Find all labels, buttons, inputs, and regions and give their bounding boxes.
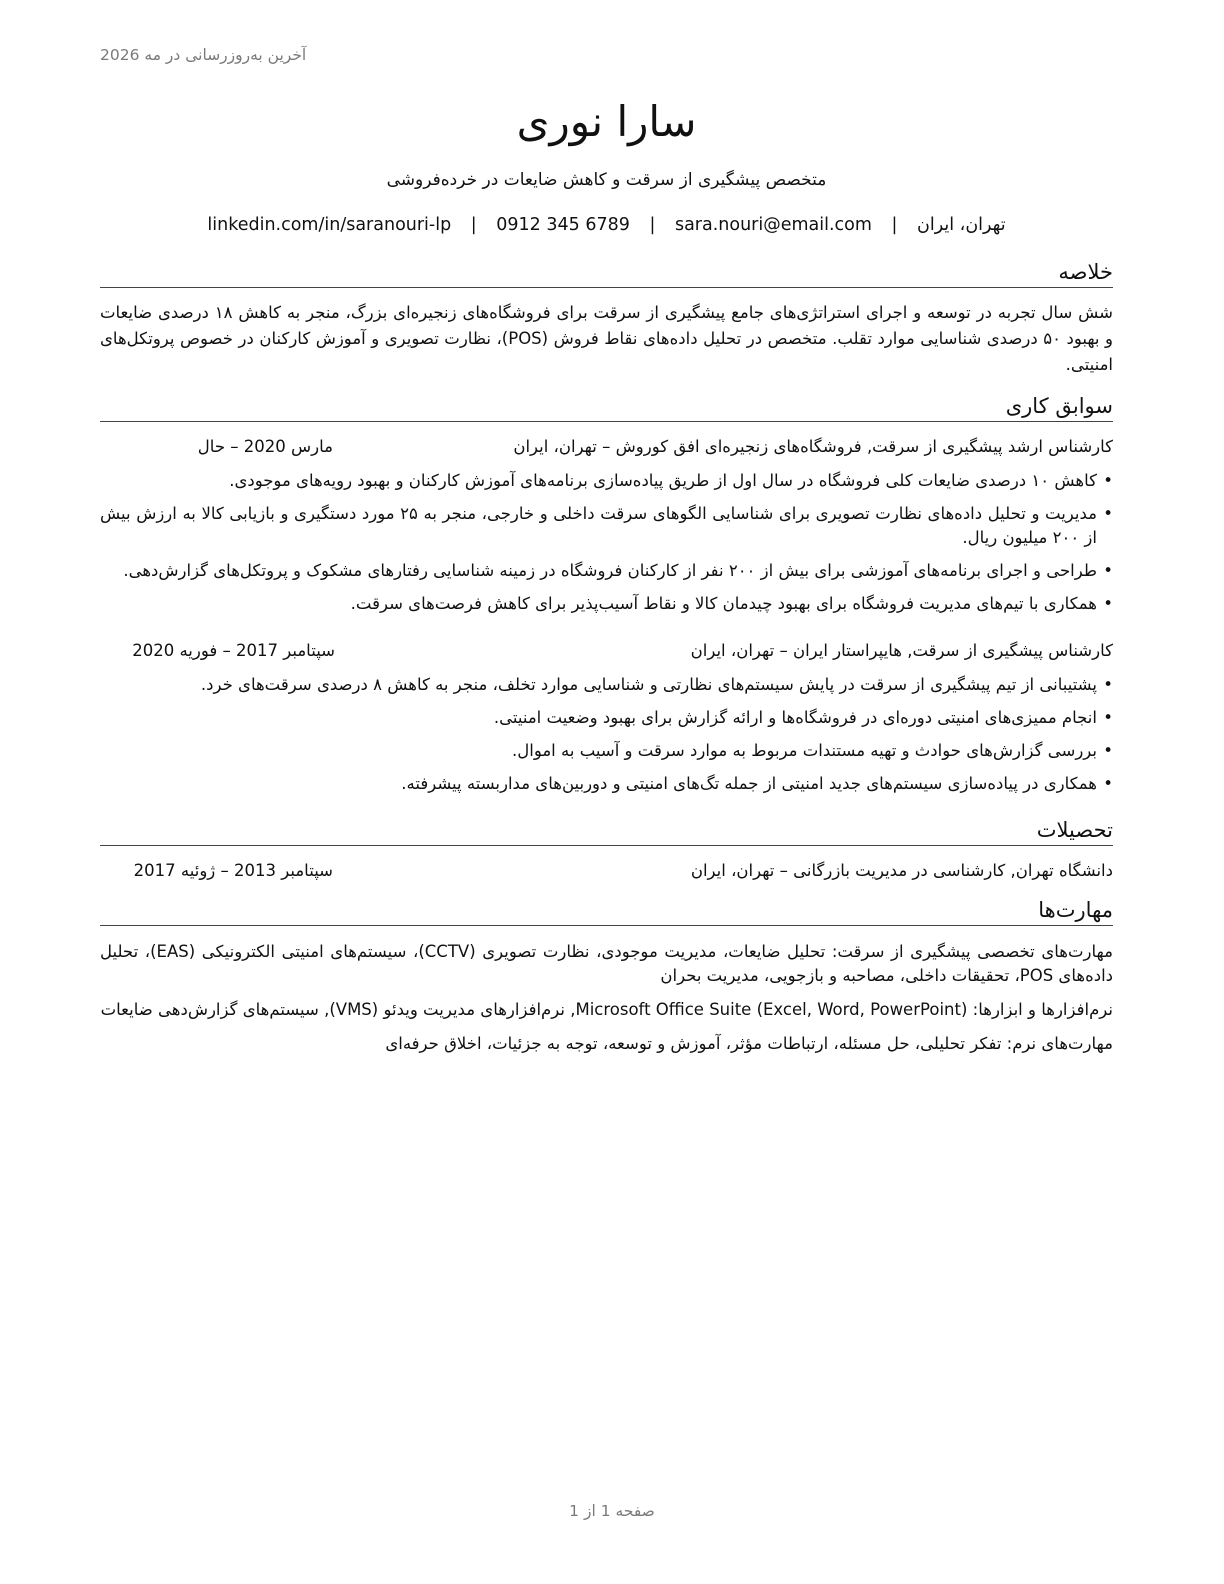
skills-line: نرم‌افزارها و ابزارها: Microsoft Office Suite (Excel, Word, PowerPoint), نرم‌افزارهای مدیریت ویدئو (VMS), سیستم‌های گزارش‌دهی ضایعات — [100, 1000, 1113, 1019]
job-bullet: • همکاری در پیاده‌سازی سیستم‌های جدید امنیتی از جمله تگ‌های امنیتی و دوربین‌های مداربسته پیشرفته. — [401, 774, 1113, 793]
job-entry — [100, 638, 1113, 796]
education-institution: دانشگاه تهران, کارشناسی در مدیریت بازرگانی – تهران، ایران — [690, 861, 1113, 880]
summary-section — [100, 258, 1113, 378]
last-updated-note: آخرین به‌روزرسانی در مه 2026 — [100, 46, 307, 64]
job-bullets — [100, 469, 1113, 616]
contact-email[interactable]: sara.nouri@email.com — [674, 215, 872, 235]
page-number: صفحه 1 از 1 — [569, 1502, 655, 1520]
skills-list — [100, 940, 1113, 1056]
job-bullet: • بررسی گزارش‌های حوادث و تهیه مستندات مربوط به موارد سرقت و آسیب به اموال. — [512, 741, 1113, 760]
skills-line: مهارت‌های تخصصی پیشگیری از سرقت: تحلیل ضایعات، مدیریت موجودی، نظارت تصویری (CCTV)، سیستم‌های امنیتی الکترونیکی (EAS)، تحلیل داده‌های POS، تحقیقات داخلی، مصاحبه و بازجویی، مدیریت بحران — [100, 942, 1113, 985]
education-dates: سپتامبر 2013 – ژوئیه 2017 — [133, 861, 333, 880]
experience-section — [100, 392, 1113, 796]
job-bullet: • پشتیبانی از تیم پیشگیری از سرقت در پایش سیستم‌های نظارتی و شناسایی موارد تخلف، منجر به کاهش ۸ درصدی سرقت‌های خرد. — [200, 675, 1113, 694]
summary-text: شش سال تجربه در توسعه و اجرای استراتژی‌های جامع پیشگیری از سرقت برای فروشگاه‌های زنجیره‌ای بزرگ، منجر به کاهش ۱۸ درصدی ضایعات و بهبود ۵۰ درصدی شناسایی موارد تقلب. متخصص در تحلیل داده‌های نقاط فروش (POS)، نظارت تصویری و آموزش کارکنان در خصوص پروتکل‌های امنیتی. — [100, 303, 1114, 374]
job-header — [100, 638, 1113, 664]
contact-linkedin[interactable]: linkedin.com/in/saranouri-lp — [207, 215, 452, 235]
contact-phone[interactable]: 0912 345 6789 — [496, 215, 630, 235]
job-title-company: کارشناس ارشد پیشگیری از سرقت, فروشگاه‌های زنجیره‌ای افق کوروش – تهران، ایران — [513, 437, 1113, 456]
contact-separator: | — [891, 215, 898, 235]
job-bullet: • انجام ممیزی‌های امنیتی دوره‌ای در فروشگاه‌ها و ارائه گزارش برای بهبود وضعیت امنیتی. — [493, 708, 1113, 727]
candidate-name: سارا نوری — [516, 97, 697, 146]
skills-line: مهارت‌های نرم: تفکر تحلیلی، حل مسئله، ارتباطات مؤثر، آموزش و توسعه، توجه به جزئیات، اخلاق حرفه‌ای — [385, 1034, 1113, 1053]
summary-heading: خلاصه — [100, 258, 1113, 288]
education-entry — [100, 858, 1113, 884]
education-section — [100, 816, 1113, 884]
candidate-title: متخصص پیشگیری از سرقت و کاهش ضایعات در خرده‌فروشی — [386, 170, 827, 190]
job-bullet: • کاهش ۱۰ درصدی ضایعات کلی فروشگاه در سال اول از طریق پیاده‌سازی برنامه‌های آموزش کارکنان و بهبود رویه‌های موجودی. — [229, 471, 1113, 490]
contact-separator: | — [470, 215, 477, 235]
job-title-company: کارشناس پیشگیری از سرقت, هایپراستار ایران – تهران، ایران — [690, 641, 1113, 660]
job-dates: سپتامبر 2017 – فوریه 2020 — [132, 641, 335, 660]
contact-location: تهران، ایران — [917, 215, 1006, 235]
job-bullet: • همکاری با تیم‌های مدیریت فروشگاه برای بهبود چیدمان کالا و نقاط آسیب‌پذیر برای کاهش فرصت‌های سرقت. — [350, 594, 1113, 613]
job-bullet: • مدیریت و تحلیل داده‌های نظارت تصویری برای شناسایی الگوهای سرقت داخلی و خارجی، منجر به ۲۵ مورد دستگیری و بازیابی کالا به ارزش بیش از ۲۰۰ میلیون ریال. — [100, 504, 1113, 547]
job-bullet: • طراحی و اجرای برنامه‌های آموزشی برای بیش از ۲۰۰ نفر از کارکنان فروشگاه در زمینه شناسایی رفتارهای مشکوک و پروتکل‌های گزارش‌دهی. — [123, 561, 1113, 580]
education-heading: تحصیلات — [100, 816, 1113, 846]
experience-heading: سوابق کاری — [100, 392, 1113, 422]
contact-line — [100, 212, 1113, 238]
contact-separator: | — [649, 215, 656, 235]
job-bullets — [100, 673, 1113, 796]
resume-page — [100, 92, 1113, 1056]
job-dates: مارس 2020 – حال — [197, 437, 333, 456]
job-entry — [100, 434, 1113, 616]
job-header — [100, 434, 1113, 460]
skills-heading: مهارت‌ها — [100, 896, 1113, 926]
skills-section — [100, 896, 1113, 1056]
